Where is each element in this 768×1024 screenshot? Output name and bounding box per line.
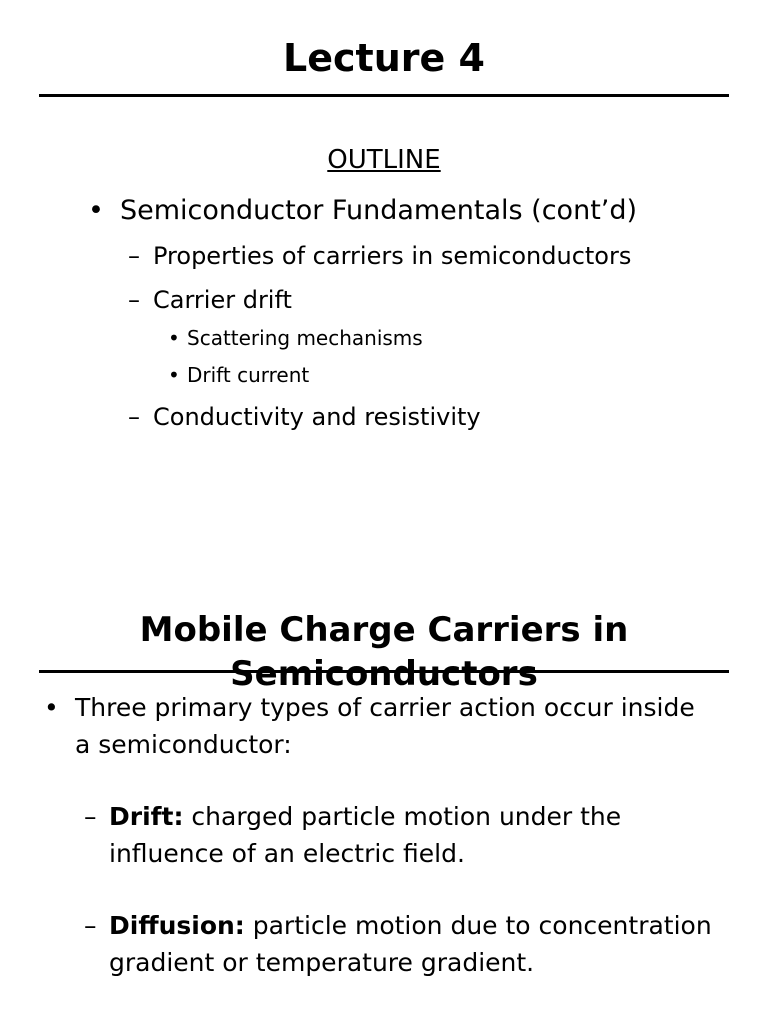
drift-description: charged particle motion under the influence of an electric field. — [109, 802, 622, 868]
diffusion-term: Diffusion: — [109, 911, 245, 940]
dash-icon: – — [128, 403, 140, 431]
slide-title: Lecture 4 — [283, 36, 485, 80]
outline-subsubitem-label: Drift current — [187, 363, 310, 387]
bullet-icon: • — [168, 363, 180, 387]
bullet-icon: • — [44, 693, 59, 722]
dash-icon: – — [84, 802, 97, 831]
outline-subitem-label: Properties of carriers in semiconductors — [153, 242, 632, 270]
bullet-icon: • — [88, 195, 104, 226]
intro-text: Three primary types of carrier action occur inside a semiconductor: — [75, 693, 695, 759]
diffusion-description: particle motion due to concentration gradient or temperature gradient. — [109, 911, 712, 977]
title-divider — [39, 670, 729, 673]
dash-icon: – — [128, 242, 140, 270]
drift-text — [109, 798, 719, 872]
outline-heading: OUTLINE — [327, 145, 441, 175]
intro-bullet — [44, 689, 724, 763]
bullet-icon: • — [168, 326, 180, 350]
dash-icon: – — [128, 286, 140, 314]
dash-icon: – — [84, 911, 97, 940]
outline-subitem-label: Conductivity and resistivity — [153, 403, 481, 431]
outline-item-label: Semiconductor Fundamentals (cont’d) — [120, 195, 638, 226]
drift-term: Drift: — [109, 802, 184, 831]
outline-subitem-label: Carrier drift — [153, 286, 292, 314]
diffusion-text — [109, 907, 719, 981]
slide-title: Mobile Charge Carriers in Semiconductors — [139, 610, 629, 694]
outline-subsubitem-label: Scattering mechanisms — [187, 326, 423, 350]
drift-item — [84, 798, 724, 872]
diffusion-item — [84, 907, 724, 981]
slide-mobile-charge-carriers — [0, 512, 768, 1024]
title-divider — [39, 94, 729, 97]
